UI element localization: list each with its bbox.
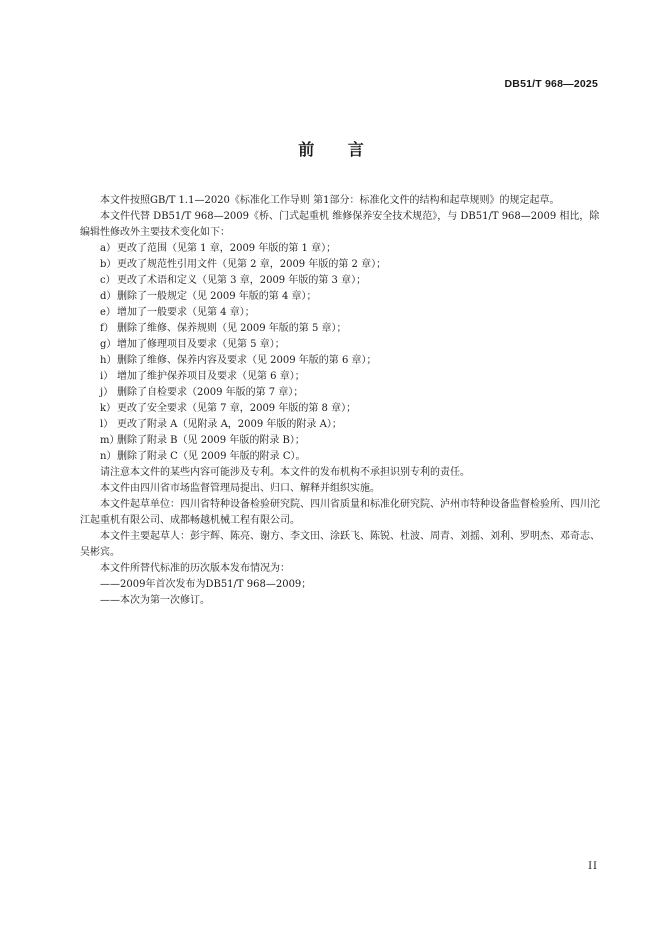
list-text: 增加了维护保养项目及要求（见第 6 章）； xyxy=(117,371,305,382)
list-item xyxy=(80,289,600,305)
paragraph-patent-notice: 请注意本文件的某些内容可能涉及专利。本文件的发布机构不承担识别专利的责任。 xyxy=(100,467,470,478)
list-marker: a） xyxy=(100,243,116,254)
list-marker: f） xyxy=(100,323,114,334)
changes-list xyxy=(80,241,600,465)
list-text: 更改了规范性引用文件（见第 2 章，2009 年版的第 2 章）； xyxy=(117,259,387,270)
list-item xyxy=(80,401,600,417)
list-item xyxy=(80,241,600,257)
list-marker: i） xyxy=(100,371,114,382)
list-text: 更改了安全要求（见第 7 章，2009 年版的第 8 章）； xyxy=(117,403,357,414)
page-number: II xyxy=(588,861,598,872)
list-item xyxy=(80,257,600,273)
list-marker: m） xyxy=(100,435,120,446)
list-text: 更改了范围（见第 1 章，2009 年版的第 1 章）； xyxy=(117,243,337,254)
list-marker: g） xyxy=(100,339,117,350)
list-text: 删除了维修、保养规则（见 2009 年版的第 5 章）； xyxy=(117,323,347,334)
list-marker: h） xyxy=(100,355,117,366)
list-item xyxy=(80,305,600,321)
paragraph-history-intro: 本文件所替代标准的历次版本发布情况为： xyxy=(100,563,290,574)
list-text: 删除了一般规定（见 2009 年版的第 4 章）； xyxy=(117,291,317,302)
list-item xyxy=(80,449,600,465)
list-text: 删除了附录 C（见 2009 年版的附录 C）。 xyxy=(117,451,306,462)
list-item xyxy=(80,273,600,289)
list-text: 删除了附录 B（见 2009 年版的附录 B）； xyxy=(117,435,305,446)
list-marker: k） xyxy=(100,403,117,414)
list-item xyxy=(80,417,600,433)
list-text: 删除了维修、保养内容及要求（见 2009 年版的第 6 章）； xyxy=(117,355,377,366)
list-item xyxy=(80,353,600,369)
list-text: 增加了修理项目及要求（见第 5 章）； xyxy=(117,339,285,350)
list-item xyxy=(80,433,600,449)
list-marker: l） xyxy=(100,419,114,430)
list-item xyxy=(80,337,600,353)
paragraph-drafting-units: 本文件起草单位：四川省特种设备检验研究院、四川省质量和标准化研究院、泸州市特种设备监督检验所、四川沱江起重机有限公司、成都畅越机械工程有限公司。 xyxy=(80,499,600,526)
list-marker: d） xyxy=(100,291,117,302)
list-marker: j） xyxy=(100,387,114,398)
paragraph-history-item: ——2009年首次发布为DB51/T 968—2009； xyxy=(100,579,312,590)
list-text: 增加了一般要求（见第 4 章）； xyxy=(117,307,255,318)
list-marker: e） xyxy=(100,307,116,318)
list-text: 更改了术语和定义（见第 3 章，2009 年版的第 3 章）； xyxy=(117,275,367,286)
paragraph-proposer: 本文件由四川省市场监督管理局提出、归口、解释并组织实施。 xyxy=(100,483,380,494)
list-item xyxy=(80,385,600,401)
list-item xyxy=(80,321,600,337)
paragraph-drafting-basis: 本文件按照GB/T 1.1—2020《标准化工作导则 第1部分：标准化文件的结构和起草规则》的规定起草。 xyxy=(100,195,560,206)
list-marker: b） xyxy=(100,259,117,270)
list-marker: n） xyxy=(100,451,117,462)
paragraph-drafters: 本文件主要起草人：彭宇辉、陈亮、谢方、李文田、涂跃飞、陈锐、杜波、周青、刘摇、刘利、罗明杰、邓奇志、吴彬宾。 xyxy=(80,531,600,558)
document-body xyxy=(80,193,600,609)
paragraph-replacement: 本文件代替 DB51/T 968—2009《桥、门式起重机 维修保养安全技术规范》，与 DB51/T 968—2009 相比，除编辑性修改外主要技术变化如下： xyxy=(80,211,600,238)
list-text: 更改了附录 A（见附录 A，2009 年版的附录 A）； xyxy=(117,419,342,430)
list-marker: c） xyxy=(100,275,116,286)
page-title: 前 言 xyxy=(298,140,378,159)
document-code: DB51/T 968—2025 xyxy=(504,78,598,90)
list-text: 删除了自检要求（2009 年版的第 7 章）； xyxy=(117,387,304,398)
list-item xyxy=(80,369,600,385)
paragraph-history-item: ——本次为第一次修订。 xyxy=(100,595,210,606)
